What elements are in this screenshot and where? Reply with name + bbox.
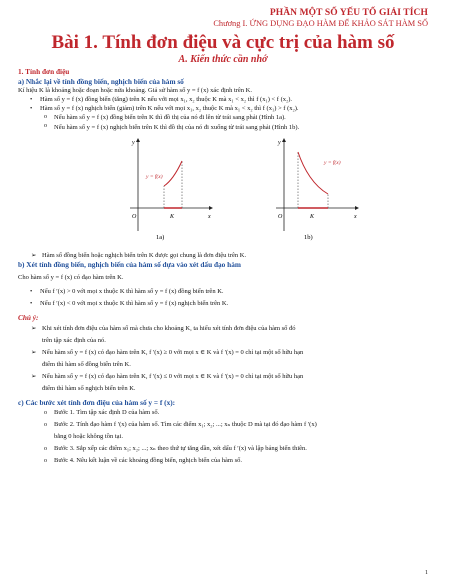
bullet-negative-derivative: • Nếu f ′(x) < 0 với mọi x thuộc K thì hàm số y = f (x) nghịch biến trên K. — [18, 298, 428, 310]
step-4: o Bước 4. Nêu kết luận về các khoảng đồng biến, nghịch biến của hàm số. — [18, 455, 428, 467]
page-number: 1 — [425, 570, 428, 576]
sub-bullet-graph-up: o Nếu hàm số y = f (x) đồng biến trên K thì đồ thị của nó đi lên từ trái sang phải (Hình 1a). — [18, 113, 428, 122]
fig-1b-function-label: y = f(x) — [324, 159, 341, 166]
lesson-title: Bài 1. Tính đơn điệu và cực trị của hàm số — [51, 32, 395, 53]
step-3: o Bước 3. Sắp xếp các điểm x₁; x₂; ...; xₙ theo thứ tự tăng dần, xét dấu f ′(x) và lập bảng biến thiên. — [18, 443, 428, 455]
part-header: PHẦN MỘT SỐ YẾU TỐ GIẢI TÍCH — [269, 8, 428, 18]
step-2-line-1: o Bước 2. Tính đạo hàm f ′(x) của hàm số. Tìm các điểm x₁; x₂; ...; xₙ thuộc D mà tại đó đạo hàm f ′(x) — [18, 419, 428, 431]
fig-1a-k-label: K — [170, 213, 175, 220]
fig-1a-function-label: y = f(x) — [146, 173, 163, 180]
note-1-line-1: ➢ Khi xét tính đơn điệu của hàm số mà chưa cho khoảng K, ta hiểu xét tính đơn điệu của hàm số đó — [18, 323, 428, 335]
step-1: o Bước 1. Tìm tập xác định D của hàm số. — [18, 407, 428, 419]
heading-monotonicity: 1. Tính đơn điệu — [18, 67, 70, 76]
fig-1a-caption: 1a) — [156, 233, 165, 241]
heading-steps: c) Các bước xét tính đơn điệu của hàm số y = f (x): — [18, 397, 176, 407]
fig-1a-x-label: x — [208, 213, 211, 220]
step-2-line-2: bằng 0 hoặc không tồn tại. — [54, 433, 123, 441]
section-subtitle: A. Kiến thức cần nhớ — [178, 54, 268, 65]
figure-1 — [18, 134, 428, 251]
heading-recall: a) Nhắc lại về tính đồng biến, nghịch biến của hàm số — [18, 76, 184, 86]
heading-derivative-sign: b) Xét tính đồng biến, nghịch biến của hàm số dựa vào xét dấu đạo hàm — [18, 260, 241, 270]
fig-1b-y-label: y — [278, 139, 281, 146]
figure-1a — [126, 134, 216, 242]
bullet-increasing: • Hàm số y = f (x) đồng biến (tăng) trên K nếu với mọi x₁, x₂ thuộc K mà x₁ < x₂ thì f (x₁) < f (x₂). — [18, 95, 428, 104]
figure-1b — [272, 134, 362, 242]
note-3-line-1: ➢ Nếu hàm số y = f (x) có đạo hàm trên K, f ′(x) ≤ 0 với mọi x ∈ K và f ′(x) = 0 chỉ tại một số hữu hạn — [18, 371, 428, 383]
note-2-line-1: ➢ Nếu hàm số y = f (x) có đạo hàm trên K, f ′(x) ≥ 0 với mọi x ∈ K và f ′(x) = 0 chỉ tại một số hữu hạn — [18, 347, 428, 359]
note-2-line-2: điểm thì hàm số đồng biến trên K. — [42, 360, 131, 368]
bullet-positive-derivative: • Nếu f ′(x) > 0 với mọi x thuộc K thì hàm số y = f (x) đồng biến trên K. — [18, 286, 428, 298]
note-1-line-2: trên tập xác định của nó. — [42, 336, 106, 344]
sub-bullet-graph-down: o Nếu hàm số y = f (x) nghịch biến trên K thì đồ thị của nó đi xuống từ trái sang phải (Hình 1b). — [18, 123, 428, 132]
fig-1b-origin-label: O — [278, 213, 283, 220]
fig-1a-origin-label: O — [132, 213, 137, 220]
fig-1b-x-label: x — [354, 213, 357, 220]
note-3-line-2: điểm thì hàm số nghịch biến trên K. — [42, 384, 136, 392]
fig-1b-caption: 1b) — [304, 233, 313, 241]
bullet-decreasing: • Hàm số y = f (x) nghịch biến (giảm) trên K nếu với mọi x₁, x₂ thuộc K mà x₁ < x₂ thì f (x₁) > f (x₂). — [18, 104, 428, 113]
fig-1b-k-label: K — [310, 213, 315, 220]
derivative-intro: Cho hàm số y = f (x) có đạo hàm trên K. — [18, 273, 124, 281]
fig-1a-y-label: y — [132, 139, 135, 146]
intro-text: Kí hiệu K là khoảng hoặc đoạn hoặc nửa khoảng. Giả sử hàm số y = f (x) xác định trên K. — [18, 87, 252, 94]
monotonic-summary: ➢ Hàm số đồng biến hoặc nghịch biến trên K được gọi chung là đơn điệu trên K. — [18, 251, 428, 260]
note-heading: Chú ý: — [18, 312, 39, 322]
chapter-header: Chương I. ỨNG DỤNG ĐẠO HÀM ĐỂ KHẢO SÁT HÀM SỐ — [213, 19, 428, 28]
